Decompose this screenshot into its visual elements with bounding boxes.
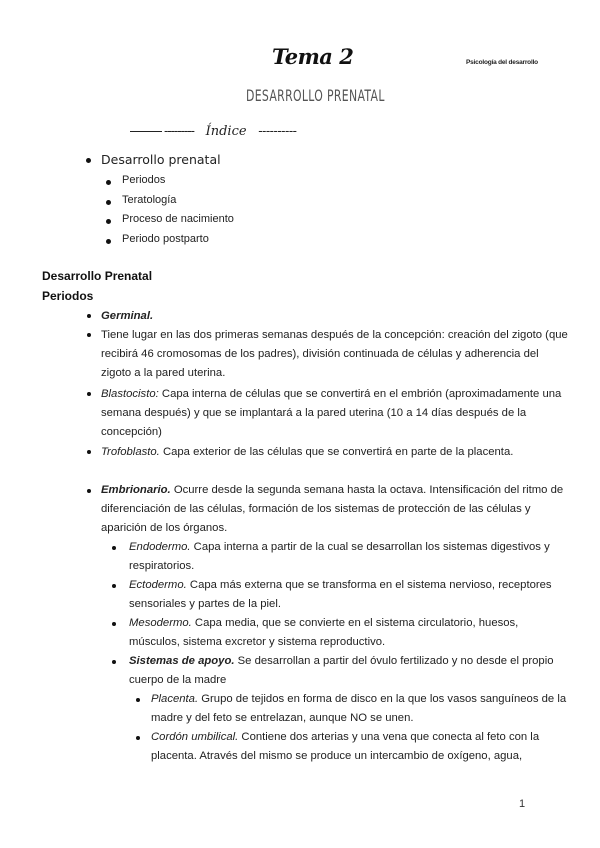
cordon-line: placenta. Através del mismo se produce un intercambio de oxígeno, agua, bbox=[151, 750, 523, 762]
mesodermo-line bbox=[129, 614, 518, 634]
bullet-icon bbox=[106, 200, 111, 205]
blastocisto-term: Blastocisto: bbox=[101, 388, 159, 400]
bullet-icon bbox=[112, 584, 116, 588]
placenta-line bbox=[151, 690, 566, 710]
bullet-icon bbox=[106, 180, 111, 185]
document-title: Tema 2 bbox=[272, 44, 354, 69]
toc-item-desarrollo-prenatal: Desarrollo prenatal bbox=[101, 152, 221, 167]
toc-subitem: Teratología bbox=[122, 194, 177, 206]
document-subtitle: DESARROLLO PRENATAL bbox=[246, 86, 385, 105]
support-term: Sistemas de apoyo. bbox=[129, 655, 235, 667]
bullet-icon bbox=[106, 219, 111, 224]
endodermo-text: Capa interna a partir de la cual se desarrollan los sistemas digestivos y bbox=[190, 541, 550, 553]
mesodermo-text: Capa media, que se convierte en el sistema circulatorio, huesos, bbox=[191, 617, 519, 629]
placenta-line: madre y del feto se entrelazan, aunque NO se unen. bbox=[151, 712, 414, 724]
subsection-heading: Periodos bbox=[42, 289, 94, 303]
index-heading bbox=[130, 123, 296, 139]
ectodermo-line bbox=[129, 576, 552, 596]
trofoblasto-line bbox=[101, 443, 513, 463]
blastocisto-text: Capa interna de células que se convertirá en el embrión (aproximadamente una bbox=[158, 388, 562, 400]
bullet-icon bbox=[87, 333, 91, 337]
ectodermo-line: sensoriales y partes de la piel. bbox=[129, 598, 281, 610]
cordon-line bbox=[151, 728, 539, 748]
toc-subitem: Proceso de nacimiento bbox=[122, 213, 234, 225]
embrionario-line: diferenciación de las células, formación de los sistemas de protección de las células y bbox=[101, 503, 531, 515]
support-text: Se desarrollan a partir del óvulo fertilizado y no desde el propio bbox=[234, 655, 554, 667]
placenta-term: Placenta. bbox=[151, 693, 199, 705]
toc-subitem: Periodos bbox=[122, 174, 166, 186]
bullet-icon bbox=[87, 314, 91, 318]
endodermo-term: Endodermo. bbox=[129, 541, 191, 553]
bullet-icon bbox=[87, 450, 91, 454]
divider-left bbox=[130, 131, 162, 132]
bullet-icon bbox=[87, 392, 91, 396]
cordon-term: Cordón umbilical. bbox=[151, 731, 239, 743]
embrionario-line: aparición de los órganos. bbox=[101, 522, 228, 534]
mesodermo-line: músculos, sistema excretor y sistema reproductivo. bbox=[129, 636, 386, 648]
bullet-icon bbox=[112, 622, 116, 626]
index-left-dashes: --------- bbox=[164, 123, 194, 138]
index-right-dashes: ---------- bbox=[258, 123, 297, 138]
toc-subitem: Periodo postparto bbox=[122, 233, 209, 245]
trofoblasto-term: Trofoblasto. bbox=[101, 446, 160, 458]
germinal-desc-line: recibirá 46 cromosomas de los padres), división continuada de células y adherencia del bbox=[101, 348, 539, 360]
bullet-icon bbox=[136, 736, 140, 740]
blastocisto-line: concepción) bbox=[101, 426, 162, 438]
section-heading: Desarrollo Prenatal bbox=[42, 269, 153, 283]
support-line bbox=[129, 652, 554, 672]
blastocisto-line bbox=[101, 385, 561, 405]
ectodermo-text: Capa más externa que se transforma en el sistema nervioso, receptores bbox=[186, 579, 552, 591]
support-line: cuerpo de la madre bbox=[129, 674, 227, 686]
embrionario-text: Ocurre desde la segunda semana hasta la octava. Intensificación del ritmo de bbox=[170, 484, 564, 496]
endodermo-line bbox=[129, 538, 550, 558]
bullet-icon bbox=[86, 158, 91, 163]
page-number: 1 bbox=[519, 798, 526, 810]
embrionario-term: Embrionario. bbox=[101, 484, 171, 496]
embrionario-line bbox=[101, 481, 563, 501]
germinal-desc-line: Tiene lugar en las dos primeras semanas después de la concepción: creación del zigoto (que bbox=[101, 329, 568, 341]
subject-label: Psicología del desarrollo bbox=[466, 59, 538, 66]
index-label: Índice bbox=[205, 124, 247, 139]
bullet-icon bbox=[136, 698, 140, 702]
endodermo-line: respiratorios. bbox=[129, 560, 195, 572]
ectodermo-term: Ectodermo. bbox=[129, 579, 187, 591]
germinal-label: Germinal. bbox=[101, 310, 154, 322]
mesodermo-term: Mesodermo. bbox=[129, 617, 192, 629]
germinal-desc-line: zigoto a la pared uterina. bbox=[101, 367, 226, 379]
blastocisto-line: semana después) y que se implantará a la pared uterina (10 a 14 días después de la bbox=[101, 407, 527, 419]
bullet-icon bbox=[106, 239, 111, 244]
trofoblasto-text: Capa exterior de las células que se convertirá en parte de la placenta. bbox=[159, 446, 514, 458]
bullet-icon bbox=[87, 489, 91, 493]
bullet-icon bbox=[112, 660, 116, 664]
cordon-text: Contiene dos arterias y una vena que conecta al feto con la bbox=[238, 731, 540, 743]
bullet-icon bbox=[112, 546, 116, 550]
placenta-text: Grupo de tejidos en forma de disco en la que los vasos sanguíneos de la bbox=[198, 693, 567, 705]
